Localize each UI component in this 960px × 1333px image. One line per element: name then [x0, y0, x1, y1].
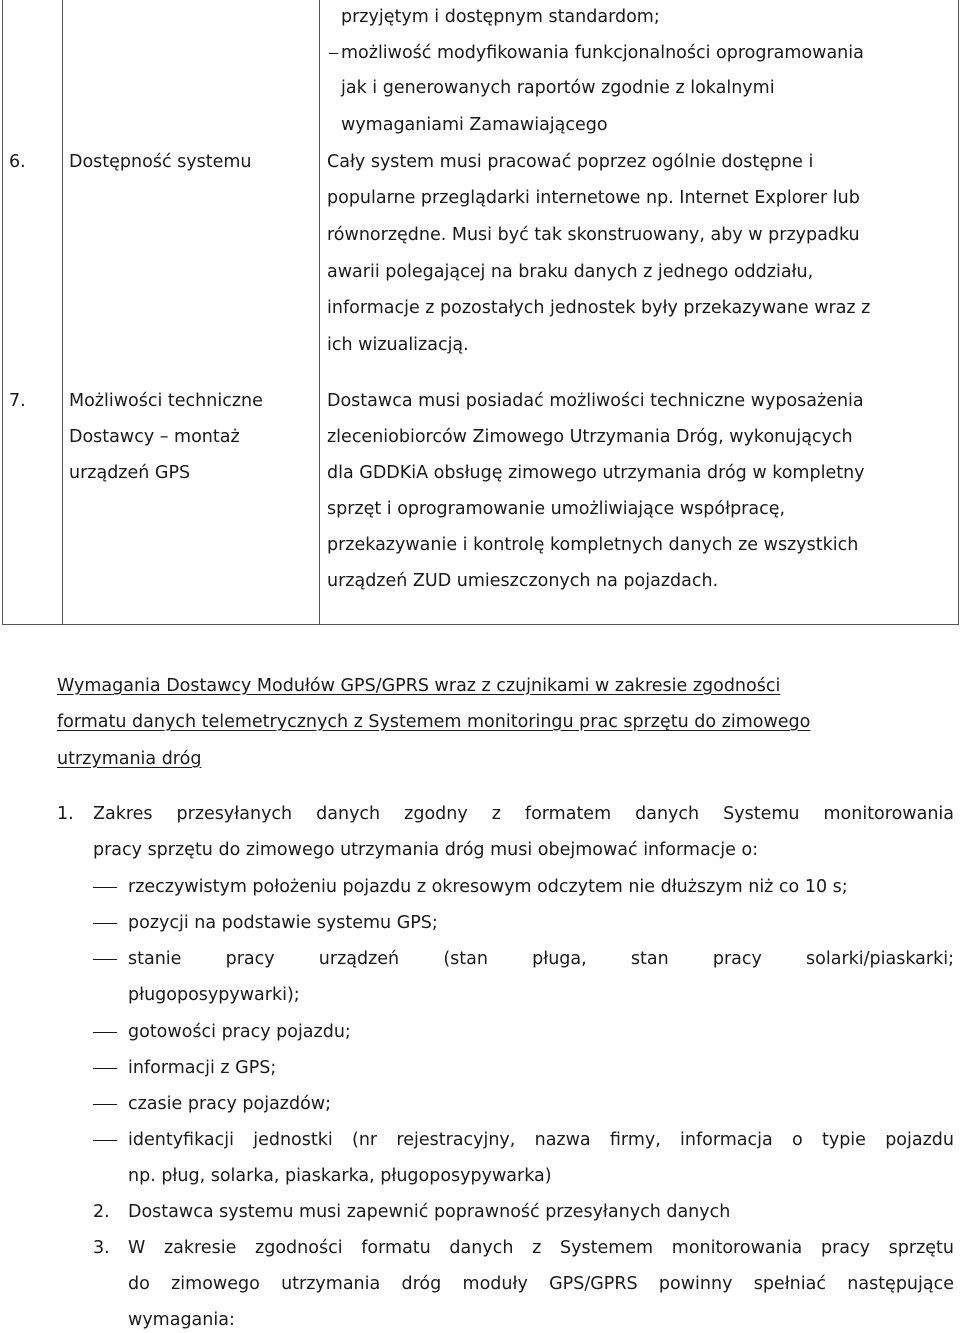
dash-bullet-marker	[329, 53, 338, 54]
table-column-divider-2	[319, 0, 320, 625]
item1-line: pracy sprzętu do zimowego utrzymania dróg musi obejmować informacje o:	[93, 840, 759, 860]
item3-number: 3.	[93, 1238, 110, 1258]
row6-number: 6.	[9, 152, 26, 172]
bullet-item: czasie pracy pojazdów;	[128, 1094, 332, 1114]
table-continued-line: jak i generowanych raportów zgodnie z lokalnymi	[341, 78, 775, 98]
table-column-divider-1	[62, 0, 63, 625]
bullet-item: gotowości pracy pojazdu;	[128, 1022, 351, 1042]
row7-desc-line: przekazywanie i kontrolę kompletnych danych ze wszystkich	[327, 535, 859, 555]
row7-desc-line: dla GDDKiA obsługę zimowego utrzymania dróg w kompletny	[327, 463, 865, 483]
row6-desc-line: równorzędne. Musi być tak skonstruowany, aby w przypadku	[327, 225, 860, 245]
item2-number: 2.	[93, 1202, 110, 1222]
dash-bullet-marker	[93, 959, 117, 960]
row6-title: Dostępność systemu	[69, 152, 252, 172]
row7-desc-line: zleceniobiorców Zimowego Utrzymania Dróg, wykonujących	[327, 427, 853, 447]
item3-line: wymagania:	[128, 1310, 235, 1330]
table-bottom-border	[2, 624, 959, 625]
table-continued-line: wymaganiami Zamawiającego	[341, 115, 608, 135]
row6-desc-line: Cały system musi pracować poprzez ogólnie dostępne i	[327, 152, 814, 172]
dash-bullet-marker	[93, 1140, 117, 1141]
section-heading-line: utrzymania dróg	[57, 749, 202, 769]
item3-line: do zimowego utrzymania dróg moduły GPS/GPRS powinny spełniać następujące	[128, 1274, 954, 1294]
bullet-item: rzeczywistym położeniu pojazdu z okresowym odczytem nie dłuższym niż co 10 s;	[128, 877, 848, 897]
row6-desc-line: informacje z pozostałych jednostek były przekazywane wraz z	[327, 298, 871, 318]
item2-text: Dostawca systemu musi zapewnić poprawność przesyłanych danych	[128, 1202, 731, 1222]
bullet-item-continuation: np. pług, solarka, piaskarka, pługoposypywarka)	[128, 1166, 552, 1186]
dash-bullet-marker	[93, 1068, 117, 1069]
item1-number: 1.	[57, 804, 74, 824]
table-continued-line: przyjętym i dostępnym standardom;	[341, 7, 660, 27]
bullet-item: identyfikacji jednostki (nr rejestracyjny, nazwa firmy, informacja o typie pojazdu	[128, 1130, 954, 1150]
section-heading-line: formatu danych telemetrycznych z Systemem monitoringu prac sprzętu do zimowego	[57, 712, 811, 732]
row7-desc-line: Dostawca musi posiadać możliwości techniczne wyposażenia	[327, 391, 864, 411]
bullet-item: informacji z GPS;	[128, 1058, 277, 1078]
table-left-border	[2, 0, 3, 625]
dash-bullet-marker	[93, 1104, 117, 1105]
row6-desc-line: popularne przeglądarki internetowe np. Internet Explorer lub	[327, 188, 860, 208]
row6-desc-line: ich wizualizacją.	[327, 335, 469, 355]
item3-line: W zakresie zgodności formatu danych z Systemem monitorowania pracy sprzętu	[128, 1238, 954, 1258]
row7-title-line: urządzeń GPS	[69, 463, 191, 483]
dash-bullet-marker	[93, 923, 117, 924]
section-heading-line: Wymagania Dostawcy Modułów GPS/GPRS wraz z czujnikami w zakresie zgodności	[57, 676, 781, 696]
bullet-item: pozycji na podstawie systemu GPS;	[128, 913, 438, 933]
item1-line: Zakres przesyłanych danych zgodny z formatem danych Systemu monitorowania	[93, 804, 954, 824]
row7-title-line: Dostawcy – montaż	[69, 427, 240, 447]
row7-title-line: Możliwości techniczne	[69, 391, 263, 411]
row6-desc-line: awarii polegającej na braku danych z jednego oddziału,	[327, 262, 814, 282]
row7-desc-line: sprzęt i oprogramowanie umożliwiające współpracę,	[327, 499, 786, 519]
table-right-border	[958, 0, 959, 625]
dash-bullet-marker	[93, 887, 117, 888]
bullet-item: stanie pracy urządzeń (stan pługa, stan pracy solarki/piaskarki;	[128, 949, 954, 969]
dash-bullet-marker	[93, 1032, 117, 1033]
row7-number: 7.	[9, 391, 26, 411]
row7-desc-line: urządzeń ZUD umieszczonych na pojazdach.	[327, 571, 719, 591]
bullet-item-continuation: pługoposypywarki);	[128, 985, 300, 1005]
table-continued-line: możliwość modyfikowania funkcjonalności oprogramowania	[341, 43, 864, 63]
